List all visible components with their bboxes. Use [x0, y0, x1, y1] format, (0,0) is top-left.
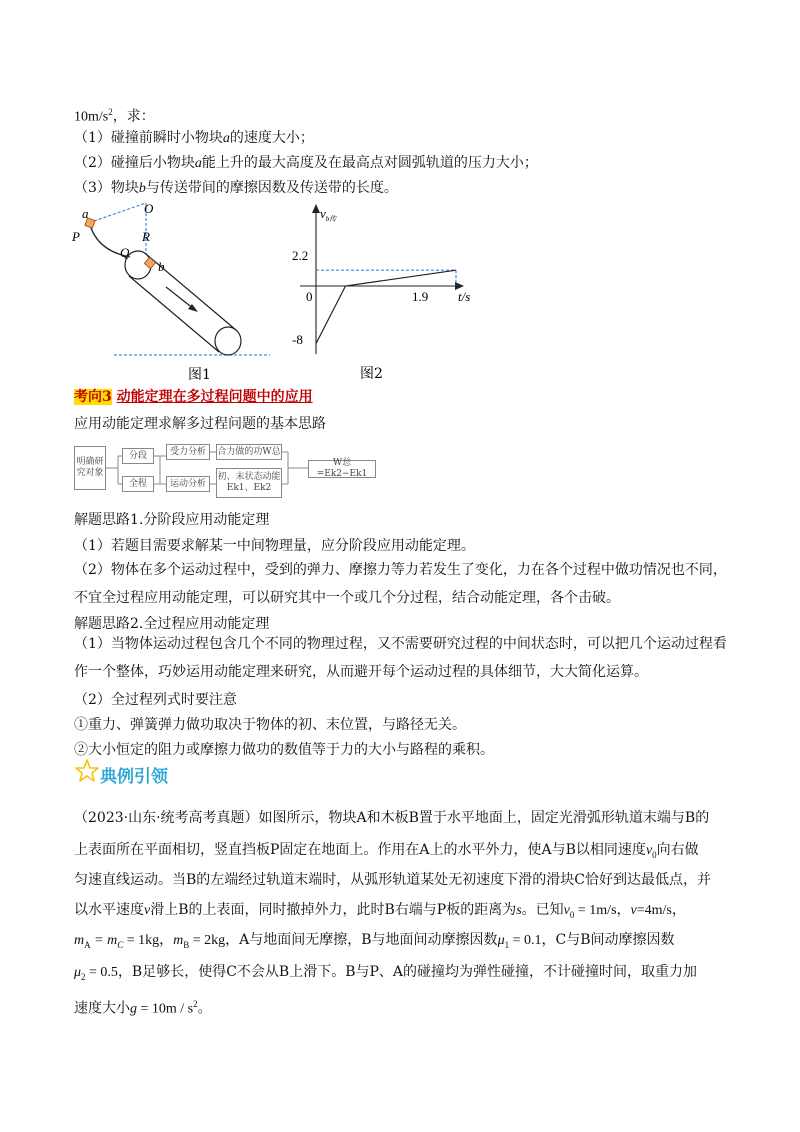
y-axis-label: $v_{b传}$: [320, 206, 337, 223]
g-value-line: $10m/s^2$，求：: [74, 107, 155, 125]
block-b: [144, 257, 155, 268]
figure-1: [70, 195, 280, 385]
section-heading: [74, 386, 313, 406]
example-line-5: $m_A = m_C = 1kg$，$m_B = 2kg$，A与地面间无摩擦，B与地面间动摩擦因数$\mu_1 = 0.1$，C与B间动摩擦因数: [74, 932, 675, 950]
flow-box-work: 合力做的功W总: [216, 444, 282, 460]
idea-1-point-2: （2）物体在多个运动过程中，受到的弹力、摩擦力等力若发生了变化，力在各个过程中做功情况也不同，不宜全过程应用动能定理，可以研究其中一个或几个分过程，结合动能定理，各个击破。: [74, 562, 727, 606]
x-axis-label: t/s: [458, 289, 471, 304]
example-line-3: 匀速直线运动。当B的左端经过轨道末端时，从弧形轨道某处无初速度下滑的滑块C恰好到达最低点，并: [74, 872, 711, 888]
example-line-7: 速度大小$g = 10m / s^2$。: [74, 999, 212, 1017]
flow-box-motion: 运动分析: [166, 476, 210, 492]
figure-2-caption: 图2: [360, 366, 383, 382]
tick-label-2-2: 2.2: [292, 248, 309, 263]
flow-box-segment: 分段: [122, 448, 154, 464]
label-P: P: [72, 229, 80, 244]
idea-2-point-4: ②大小恒定的阻力或摩擦力做功的数值等于力的大小与路程的乘积。: [74, 742, 494, 758]
idea-1-title: 解题思路1.分阶段应用动能定理: [74, 512, 270, 528]
flowchart: [74, 440, 394, 500]
idea-1-point-1: （1）若题目需要求解某一中间物理量，应分阶段应用动能定理。: [74, 538, 475, 554]
flow-box-object: 明确研究对象: [74, 446, 106, 490]
radius-dashed-line: [94, 203, 146, 221]
example-line-2: 上表面所在平面相切，竖直挡板P固定在地面上。作用在A上的水平外力，使A与B以相同速度$v_0$向右做: [74, 842, 699, 860]
section-title: 动能定理在多过程问题中的应用: [116, 389, 313, 405]
tick-label-origin: 0: [306, 289, 313, 304]
idea-2-title: 解题思路2.全过程应用动能定理: [74, 616, 270, 632]
label-R: R: [142, 229, 150, 244]
question-1: （1）碰撞前瞬时小物块a的速度大小；: [74, 130, 314, 146]
idea-2-point-1: （1）当物体运动过程包含几个不同的物理过程，又不需要研究过程的中间状态时，可以把几个运动过程看作一个整体，巧妙运用动能定理来研究，从而避开每个运动过程的具体细节，大大简化运算。: [74, 636, 727, 680]
label-b: b: [158, 259, 165, 274]
flow-box-equation: W总=Ek2−Ek1: [308, 460, 376, 478]
figure-1-caption: 图1: [188, 367, 211, 383]
tick-label-1-9: 1.9: [412, 289, 429, 304]
example-line-6: $\mu_2 = 0.5$，B足够长，使得C不会从B上滑下。B与P、A的碰撞均为弹性碰撞，不计碰撞时间，取重力加: [74, 964, 698, 982]
figure-2: [290, 200, 490, 385]
y-axis-arrow-icon: [312, 204, 320, 213]
star-icon: [74, 758, 100, 784]
series-line: [316, 270, 456, 343]
question-3: （3）物块b与传送带间的摩擦因数及传送带的长度。: [74, 180, 398, 196]
flow-box-whole: 全程: [122, 476, 154, 492]
flow-box-energy: 初、末状态动能Ek1、Ek2: [216, 468, 282, 498]
example-line-4: 以水平速度v滑上B的上表面，同时撤掉外力，此时B右端与P板的距离为s。已知$v_0 = 1m/s$，v=4m/s，: [74, 902, 686, 920]
belt-lower-edge: [129, 276, 219, 352]
label-a: a: [82, 206, 89, 221]
example-line-1: （2023·山东·统考高考真题）如图所示，物块A和木板B置于水平地面上，固定光滑弧形轨道末端与B的: [74, 810, 710, 826]
idea-2-point-3: ①重力、弹簧弹力做功取决于物体的初、末位置，与路径无关。: [74, 717, 466, 733]
flow-box-force: 受力分析: [166, 444, 210, 460]
example-title: 典例引领: [100, 767, 168, 787]
idea-2-point-2: （2）全过程列式时要注意: [74, 692, 237, 708]
label-Q: Q: [120, 245, 130, 260]
label-O: O: [144, 201, 154, 216]
belt-bottom-roller: [215, 327, 241, 355]
tick-label-neg8: -8: [292, 332, 303, 347]
question-2: （2）碰撞后小物块a能上升的最大高度及在最高点对圆弧轨道的压力大小；: [74, 155, 538, 171]
section-intro: 应用动能定理求解多过程问题的基本思路: [74, 416, 326, 432]
section-tag: 考向3: [74, 389, 112, 405]
